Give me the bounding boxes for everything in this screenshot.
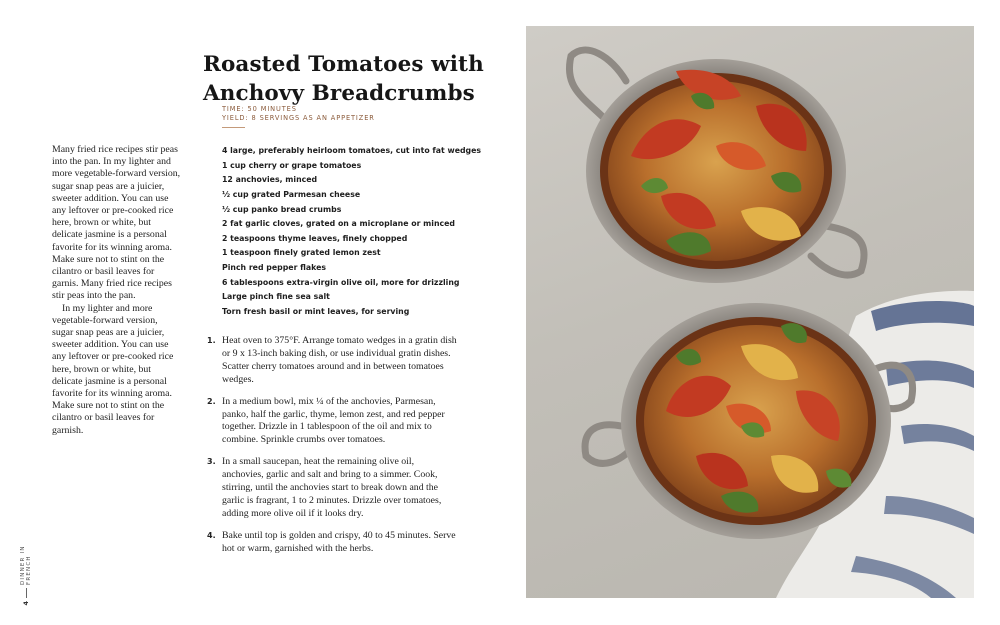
recipe-title-line1: Roasted Tomatoes with — [203, 52, 484, 77]
step-number: 3. — [207, 457, 216, 467]
method-step — [207, 530, 457, 556]
step-text: Bake until top is golden and crispy, 40 to 45 minutes. Serve hot or warm, garnished with the herbs. — [222, 529, 456, 554]
step-text: In a medium bowl, mix ¼ of the anchovies, Parmesan, panko, half the garlic, thyme, lemon zest, and red pepper together. Drizzle in 1 tablespoon of the oil and mix to combine. Sprinkle crumbs over tomatoes. — [222, 395, 445, 446]
ingredient-item: 4 large, preferably heirloom tomatoes, cut into fat wedges — [222, 146, 482, 155]
recipe-yield: YIELD: 8 SERVINGS AS AN APPETIZER — [222, 114, 375, 122]
ingredient-item: Torn fresh basil or mint leaves, for serving — [222, 307, 410, 317]
meta-divider — [222, 127, 245, 128]
ingredient-item: Pinch red pepper flakes — [222, 263, 327, 273]
ingredient-item: ½ cup panko bread crumbs — [222, 204, 342, 214]
recipe-title-line2: Anchovy Breadcrumbs — [203, 81, 475, 106]
ingredient-item: Large pinch fine sea salt — [222, 292, 330, 302]
ingredient-item: 2 teaspoons thyme leaves, finely chopped — [222, 233, 408, 243]
method-step — [207, 335, 457, 387]
ingredient-item: 1 cup cherry or grape tomatoes — [222, 160, 362, 170]
ingredient-list — [222, 145, 482, 321]
step-text: In a small saucepan, heat the remaining olive oil, anchovies, garlic and salt and bring to a simmer. Cook, stirring, until the anchovies start to break down and the garlic is fragrant, 1 to 2 minutes. Drizzle over tomatoes, adding more olive oil if it looks dry. — [222, 456, 442, 519]
recipe-photo — [526, 26, 974, 598]
running-head: DINNER IN FRENCH — [20, 545, 32, 585]
step-number: 1. — [207, 336, 216, 345]
headnote — [52, 144, 181, 437]
step-number: 2. — [207, 396, 216, 406]
ingredient-item: 6 tablespoons extra-virgin olive oil, more for drizzling — [222, 277, 460, 287]
page-folio — [20, 525, 34, 615]
headnote-paragraph: Many fried rice recipes stir peas into the pan. In my lighter and more vegetable-forward version, sugar snap peas are a juicier, sweeter addition. You can use any leftover or pre-cooked rice here, brown or white, but delicate jasmine is a personal favorite for its winning aroma. Make sure not to stint on the cilantro or basil leaves for garnis. Many fried rice recipes stir peas into the pan. — [52, 144, 181, 302]
method-step — [207, 396, 457, 448]
two-gratin-pans-icon — [526, 26, 974, 598]
folio-separator — [26, 588, 27, 598]
page-number: 4 — [22, 601, 30, 606]
ingredient-item: 2 fat garlic cloves, grated on a microplane or minced — [222, 219, 455, 229]
method-steps — [207, 335, 457, 565]
ingredient-item: ½ cup grated Parmesan cheese — [222, 189, 361, 199]
gratin-pan — [569, 50, 864, 283]
ingredient-item: 1 teaspoon finely grated lemon zest — [222, 248, 381, 258]
ingredient-item: 12 anchovies, minced — [222, 175, 318, 185]
headnote-paragraph: In my lighter and more vegetable-forward version, sugar snap peas are a juicier, sweeter addition. You can use any leftover or pre-cooked rice here, brown or white, but delicate jasmine is a personal favorite for its winning aroma. Make sure not to stint on the cilantro or basil leaves for garnish. — [52, 302, 174, 436]
recipe-title — [203, 50, 503, 108]
step-number: 4. — [207, 530, 216, 540]
recipe-time: TIME: 50 MINUTES — [222, 105, 297, 113]
step-text: Heat oven to 375°F. Arrange tomato wedges in a gratin dish or 9 x 13-inch baking dish, or use individual gratin dishes. Scatter cherry tomatoes around and in between tomatoes wedges. — [222, 335, 457, 385]
method-step — [207, 456, 457, 521]
